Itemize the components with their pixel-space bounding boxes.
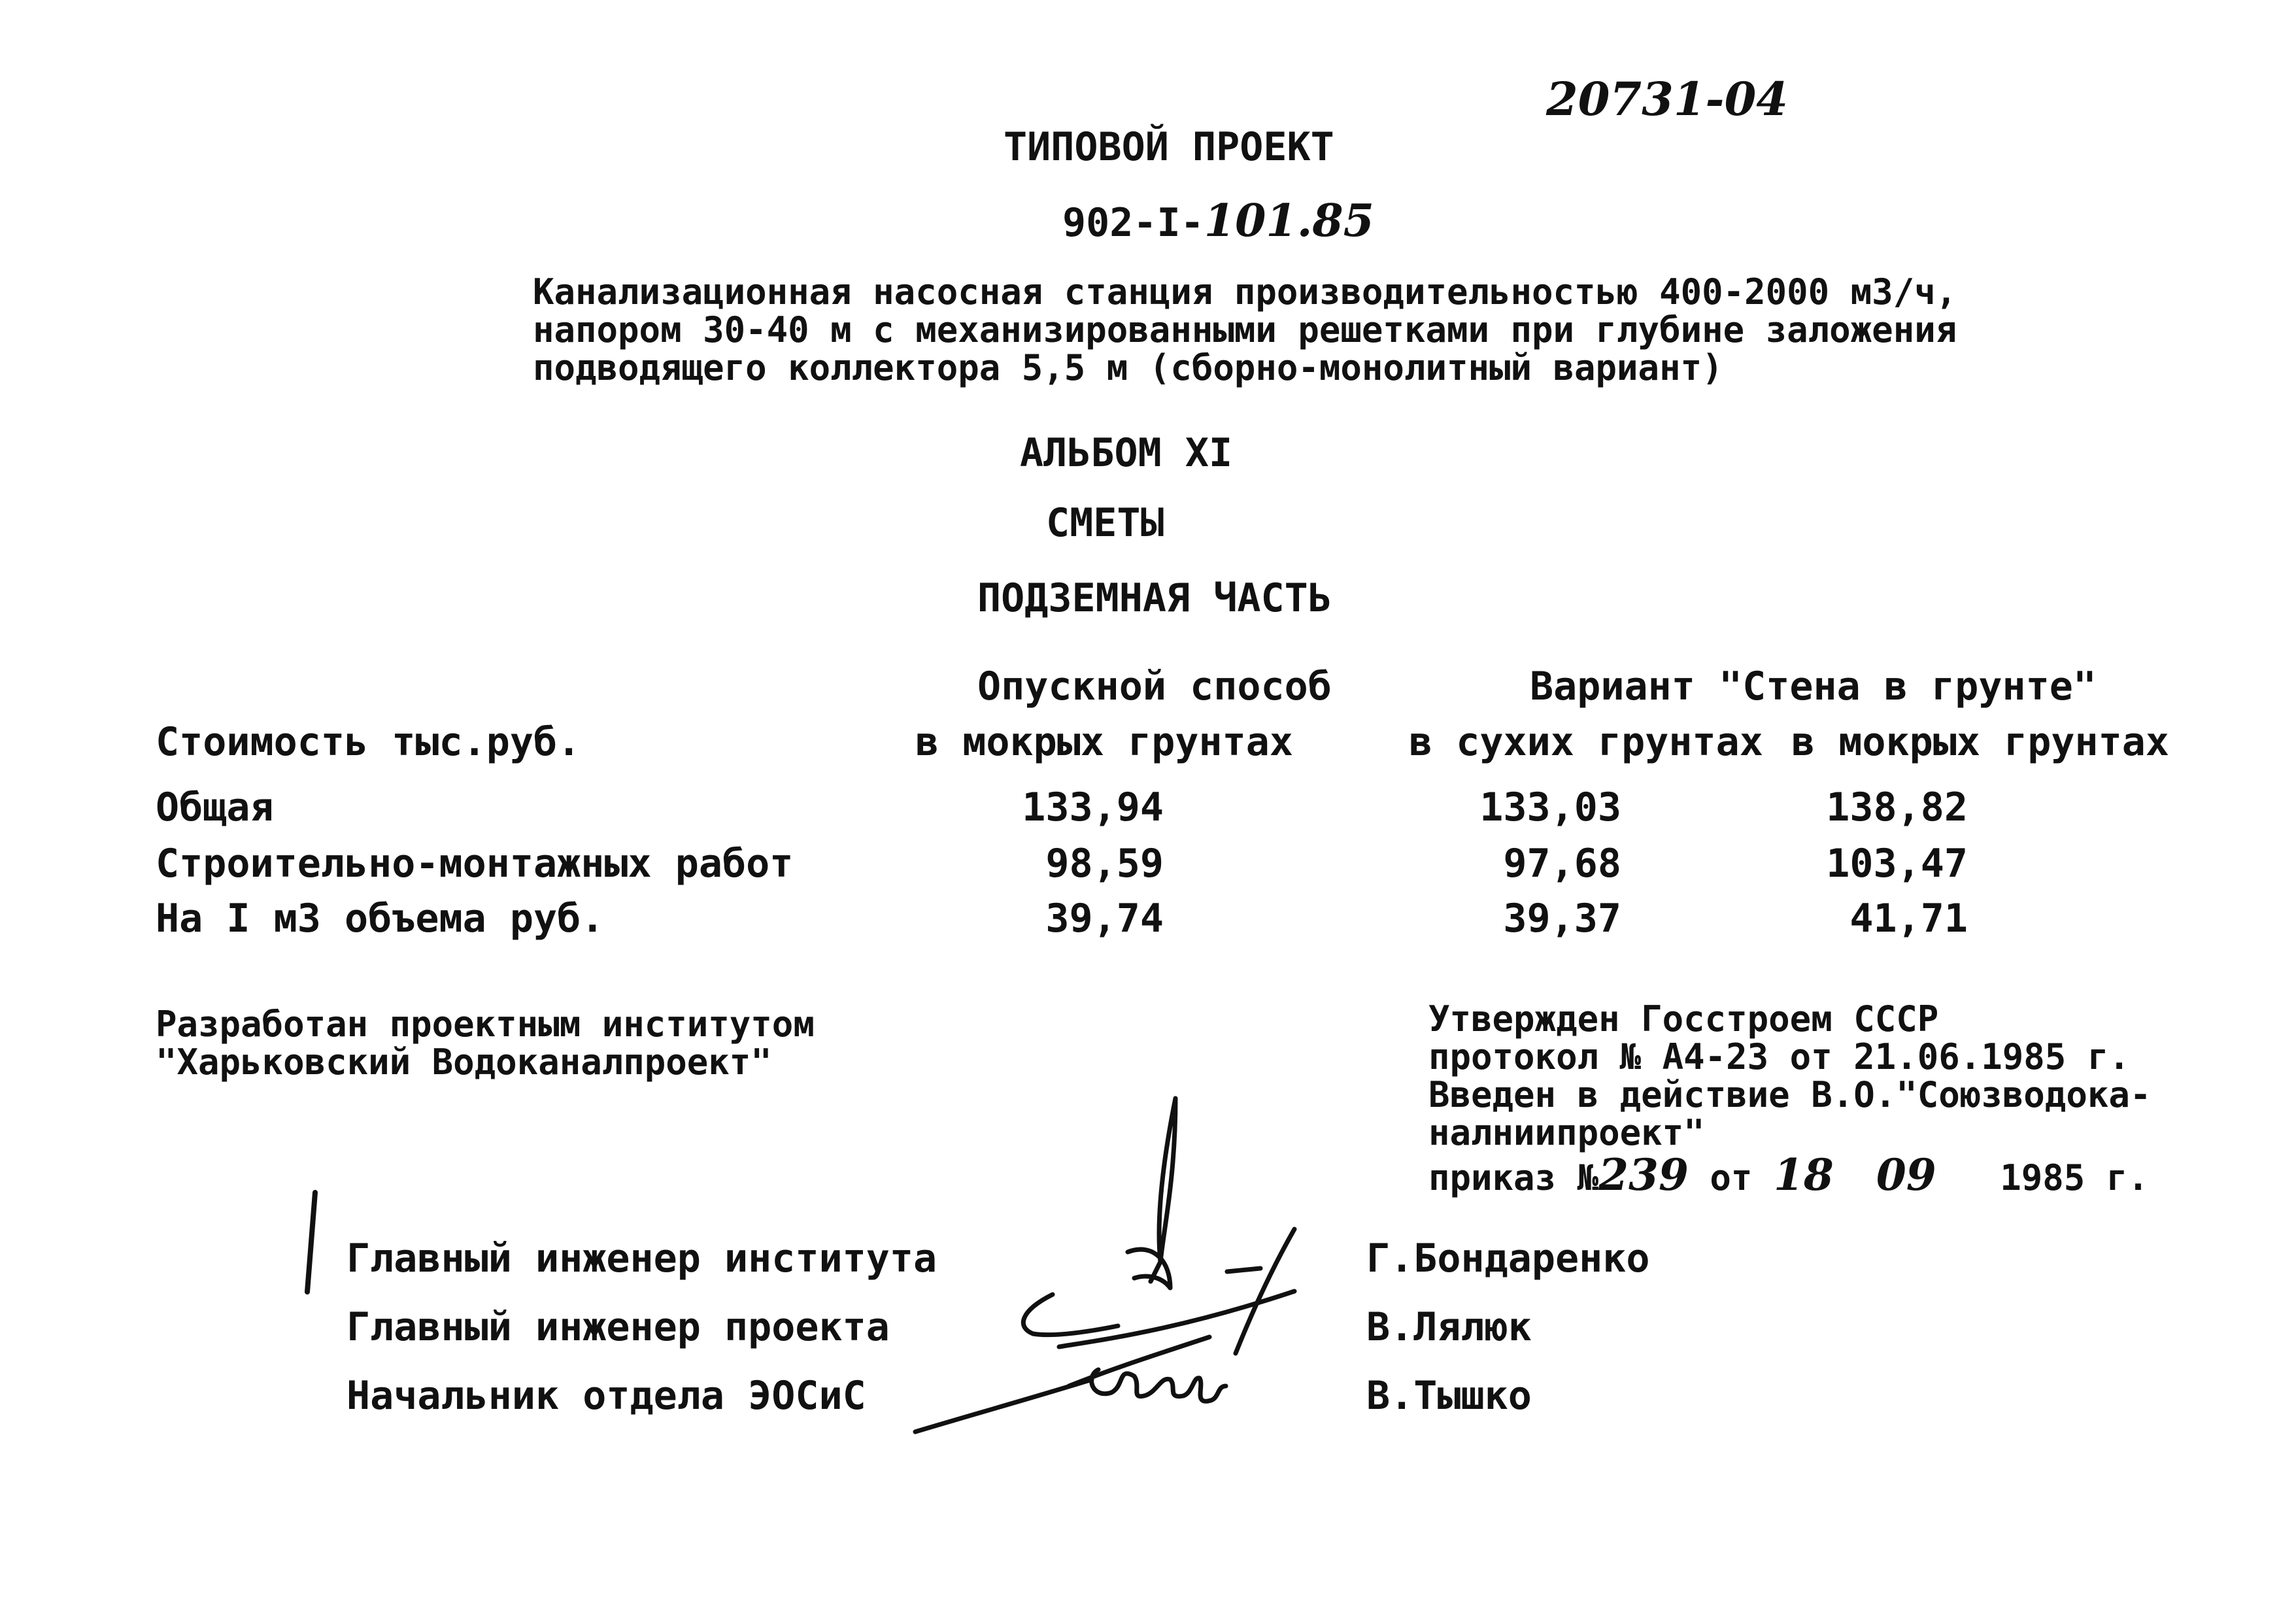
cost-cell: 97,68 <box>1503 841 1621 887</box>
album-number: АЛЬБОМ XI <box>1020 430 1233 476</box>
developer-line: "Харьковский Водоканалпроект" <box>156 1041 772 1083</box>
column-header: в мокрых грунтах <box>1791 719 2169 765</box>
signatory-title: Главный инженер института <box>346 1236 937 1281</box>
order-month-handwritten: 09 <box>1876 1149 1936 1200</box>
document-number: 20731-04 <box>1546 72 1788 126</box>
order-number-handwritten: 239 <box>1598 1149 1689 1200</box>
project-code-prefix: 902-I- <box>1062 200 1204 246</box>
cost-cell: 98,59 <box>1045 841 1164 887</box>
column-group-header: Опускной способ <box>977 664 1332 709</box>
cost-cell: 39,37 <box>1503 896 1621 941</box>
signatory-title: Главный инженер проекта <box>346 1304 890 1350</box>
section-title: ПОДЗЕМНАЯ ЧАСТЬ <box>977 575 1332 621</box>
order-from: от <box>1710 1157 1753 1198</box>
row-header: Стоимость тыс.руб. <box>156 719 581 765</box>
approval-line: налниипроект" <box>1428 1112 1705 1153</box>
approval-line: протокол № А4-23 от 21.06.1985 г. <box>1428 1036 2130 1077</box>
order-year: 1985 г. <box>2000 1157 2149 1198</box>
cost-cell: 133,03 <box>1479 785 1621 830</box>
description-line: напором 30-40 м с механизированными решетками при глубине заложения <box>533 309 1957 350</box>
developer-block <box>156 1006 815 1081</box>
column-header: в мокрых грунтах <box>915 719 1293 765</box>
column-group-header: Вариант "Стена в грунте" <box>1530 664 2097 709</box>
margin-mark <box>302 1190 322 1294</box>
approval-order-line <box>1428 1149 2151 1200</box>
cost-cell: 133,94 <box>1022 785 1164 830</box>
signatory-name: В.Лялюк <box>1366 1304 1532 1350</box>
approval-block <box>1428 998 2152 1200</box>
description-line: подводящего коллектора 5,5 м (сборно-монолитный вариант) <box>533 347 1723 388</box>
project-code <box>1062 195 1374 247</box>
row-label: На I м3 объема руб. <box>156 896 605 941</box>
cost-cell: 138,82 <box>1826 785 1968 830</box>
signatory-name: Г.Бондаренко <box>1366 1236 1650 1281</box>
project-code-handwritten: 101.85 <box>1204 195 1374 247</box>
developer-line: Разработан проектным институтом <box>156 1004 815 1045</box>
order-prefix: приказ № <box>1428 1157 1599 1198</box>
handwritten-signature <box>902 1079 1321 1445</box>
row-label: Общая <box>156 785 274 830</box>
description-line: Канализационная насосная станция производительностью 400-2000 м3/ч, <box>533 271 1957 313</box>
order-day-handwritten: 18 <box>1773 1149 1834 1200</box>
cost-cell: 103,47 <box>1826 841 1968 887</box>
row-label: Строительно-монтажных работ <box>156 841 794 887</box>
approval-line: Утвержден Госстроем СССР <box>1428 998 1939 1040</box>
signatory-name: В.Тышко <box>1366 1373 1532 1419</box>
approval-line: Введен в действие В.О."Союзводока- <box>1428 1074 2152 1115</box>
album-title: СМЕТЫ <box>1046 500 1164 546</box>
column-header: в сухих грунтах <box>1409 719 1763 765</box>
project-description <box>533 273 1957 387</box>
document-series: ТИПОВОЙ ПРОЕКТ <box>1004 124 1334 170</box>
cost-cell: 41,71 <box>1849 896 1968 941</box>
cost-cell: 39,74 <box>1045 896 1164 941</box>
signatory-title: Начальник отдела ЭОСиС <box>346 1373 866 1419</box>
